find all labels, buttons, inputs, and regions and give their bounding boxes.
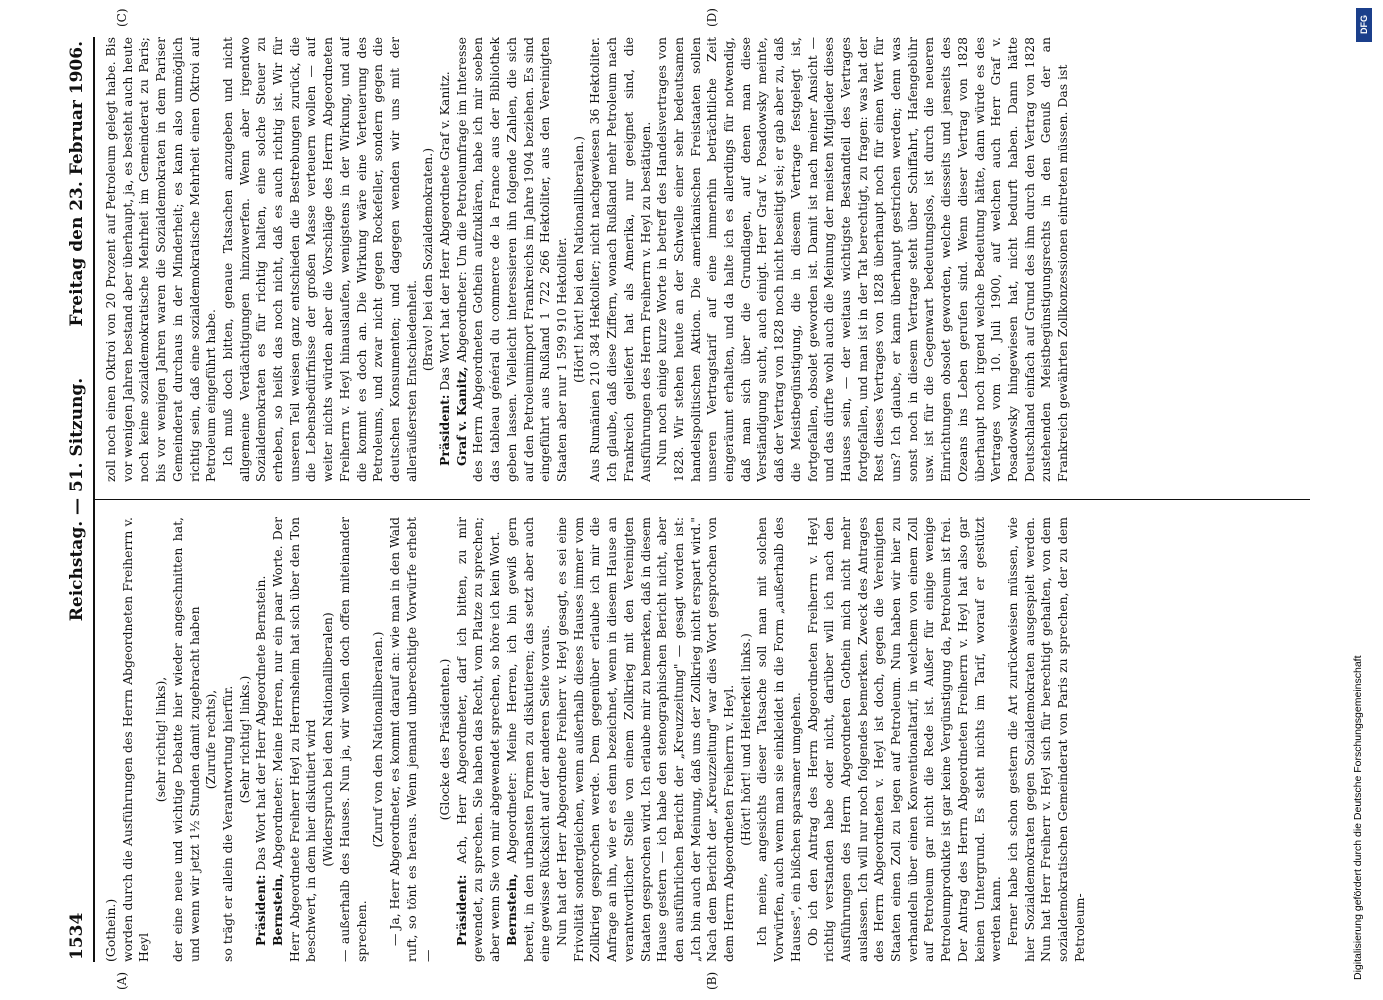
session-date: Freitag den 23. Februar 1906. bbox=[67, 41, 87, 327]
paragraph-text: worden durch die Ausführungen des Herrn Abgeordneten Freiherrn v. Heyl bbox=[119, 517, 152, 962]
paragraph-text: Das Wort hat der Herr Abgeordnete Graf v. Kanitz. bbox=[437, 71, 453, 395]
paragraph bbox=[387, 517, 437, 962]
paragraph bbox=[203, 517, 220, 962]
paragraph-text: so trägt er allein die Verantwortung hierfür. bbox=[219, 685, 235, 962]
speaker-name: Graf v. Kanitz, bbox=[453, 366, 469, 466]
paragraph-text: Ich meine, angesichts dieser Tatsache soll man mit solchen Vorwürfen, auch wenn man sie einkleidet in die Form „außerhalb des Hauses", ein bißchen sparsamer umgehen. bbox=[754, 517, 803, 962]
paragraph bbox=[454, 517, 504, 962]
page-header bbox=[65, 37, 95, 962]
paragraph bbox=[103, 37, 220, 482]
paragraph-text: Ich muß doch bitten, genaue Tatsachen anzugeben und nicht allgemeine Verdächtigungen hinzuwerfen. Wenn aber irgendwo Sozialdemokraten es für richtig halten, eine solche Steuer zu erheben, so heißt das noch nicht, daß es auch richtig ist. Wir für unseren Teil weisen ganz entschieden die Bestrebungen zurück, die die Lebensbedürfnisse der großen Masse verteuern wollen — auf weiter nichts würden aber die Vorschläge des Herrn Abgeordneten Freiherrn v. Heyl hinauslaufen, wenigstens in der Wirkung, und auf die kommt es doch an. Die Wirkung wäre eine Verteuerung des Petroleums, und zwar nicht gegen Rockefeller, sondern gegen die deutschen Konsumenten; und dagegen wenden wir uns mit der alleräußersten Entschiedenheit. bbox=[219, 37, 419, 482]
dfg-logo: DFG bbox=[1356, 8, 1372, 42]
paragraph bbox=[237, 517, 254, 962]
paragraph-text: Ferner habe ich schon gestern die Art zurückweisen müssen, wie hier Sozialdemokraten gegen Sozialdemokraten ausgespielt werden. Nun hat Herr Freiherr v. Heyl sich für berechtigt gehalten, von dem sozialdemokratischen Gemeinderat von Paris zu sprechen, der zu dem Petroleum- bbox=[1004, 517, 1087, 962]
margin-mark-d: (D) bbox=[705, 8, 719, 27]
paragraph-text: zoll noch einen Oktroi von 20 Prozent auf Petroleum gelegt habe. Bis vor wenigen Jahren bestand aber überhaupt, ja, es besteht auch heute noch keine sozialdemokratische Mehrheit im Gemeinderat zu Paris; bis vor wenigen Jahren waren die Sozialdemokraten in dem Pariser Gemeinderat durchaus in der Minderheit; es kann also unmöglich richtig sein, daß eine sozialdemokratische Mehrheit einen Oktroi auf Petroleum eingeführt habe. bbox=[103, 37, 219, 482]
paragraph-text: Abgeordneter: Meine Herren, nur ein paar Worte. Der Herr Abgeordnete Freiherr Heyl zu Herrnsheim hat sich über den Ton beschwert, in dem hier diskutiert wird bbox=[270, 517, 319, 962]
paragraph bbox=[270, 517, 320, 962]
paragraph-text: (Glocke des Präsidenten.) bbox=[437, 658, 453, 821]
paragraph-text: (Hört! hört! bei den Nationalliberalen.) bbox=[570, 135, 586, 384]
paragraph-text: Ob ich den Antrag des Herrn Abgeordneten Freiherrn v. Heyl richtig verstanden habe oder nicht, darüber will ich nach den Ausführungen des Herrn Abgeordneten Gothein mich nicht mehr auslassen. Ich will nur noch folgendes bemerken. Zweck des Antrages des Herrn Abgeordneten v. Heyl ist doch, gegen die Vereinigten Staaten einen Zoll zu legen auf Petroleum. Nun haben wir hier zu verhandeln über einen Konventionaltarif, in welchem von einem Zoll auf Petroleum gar nicht die Rede ist. Außer für einige wenige Petroleumprodukte ist gar keine Vergünstigung da, Petroleum ist frei. Der Antrag des Herrn Abgeordneten Freiherrn v. Heyl hat also gar keinen Untergrund. Es steht nichts im Tarif, worauf er gestützt werden kann. bbox=[804, 517, 1004, 962]
paragraph-text: (Sehr richtig! links.) bbox=[236, 675, 252, 804]
paragraph-text: — Ja, Herr Abgeordneter, es kommt darauf an: wie man in den Wald ruft, so tönt es heraus. Wenn jemand unberechtigte Vorwürfe erhebt — bbox=[386, 517, 436, 962]
paragraph bbox=[103, 517, 120, 962]
page-number: 1534 bbox=[67, 912, 87, 960]
paragraph bbox=[805, 517, 1005, 962]
right-text-column bbox=[103, 37, 1308, 482]
rotated-paper bbox=[65, 8, 1325, 990]
paragraph-text: Ach, Herr Abgeordneter, darf ich bitten, zu mir gewendet, zu sprechen. Sie haben das Recht, vom Platze zu sprechen; aber wenn Sie von mir abgewendet sprechen, so höre ich kein Wort. bbox=[453, 517, 503, 962]
paragraph bbox=[337, 517, 370, 962]
left-text-column bbox=[103, 517, 1308, 962]
margin-mark-b: (B) bbox=[705, 971, 719, 990]
paragraph-text: (Hört! hört! und Heiterkeit links.) bbox=[737, 633, 753, 846]
paragraph bbox=[370, 517, 387, 962]
paragraph-text: (Zurufe rechts), bbox=[203, 689, 219, 790]
speaker-name: Präsident: bbox=[453, 874, 469, 946]
paragraph bbox=[220, 37, 420, 482]
paragraph bbox=[170, 517, 203, 962]
speaker-name: Bernstein, bbox=[503, 873, 519, 946]
margin-mark-c: (C) bbox=[115, 8, 129, 27]
paragraph bbox=[120, 517, 153, 962]
paragraph bbox=[253, 517, 270, 962]
paragraph bbox=[437, 517, 454, 962]
paragraph-text: Das Wort hat der Herr Abgeordnete Bernstein. bbox=[253, 575, 269, 875]
paragraph-text: (Bravo! bei den Sozialdemokraten.) bbox=[420, 147, 436, 372]
paragraph bbox=[504, 517, 554, 962]
paragraph bbox=[153, 517, 170, 962]
paragraph bbox=[454, 37, 571, 482]
paragraph-text: Nun noch einige kurze Worte in betreff des Handelsvertrages von 1828. Wir stehen heute an der Schwelle einer sehr bedeutsamen handelspolitischen Aktion. Die amerikanischen Freistaaten sollen unseren Vertragstarif auf eine immerhin beträchtliche Zeit eingeräumt erhalten, und da halte ich es allerdings für notwendig, daß man sich über die Grundlagen, auf denen man diese Verständigung sucht, auch einigt. Herr Graf v. Posadowsky meinte, daß der Vertrag von 1828 noch nicht beseitigt sei; er gab aber zu, daß die Meistbegünstigung, die in diesem Vertrage festgelegt ist, fortgefallen, obsolet geworden ist. Damit ist nach meiner Ansicht — und das dürfte wohl auch die Meinung der meisten Mitglieder dieses Hauses sein, — der weitaus wichtigste Bestandteil des Vertrages fortgefallen, und man ist in der Tat berechtigt, zu fragen: was hat der Rest dieses Vertrages von 1828 überhaupt noch für einen Wert für uns? Ich glaube, er kann überhaupt gestrichen werden; denn was sonst noch in diesem Vertrage steht über Schiffahrt, Hafengebühr usw. ist für die Gegenwart bedeutungslos, ist durch die neueren Einrichtungen obsolet geworden, welche diesseits und jenseits des Ozeans ins Leben gerufen sind. Wenn dieser Vertrag von 1828 überhaupt noch irgend welche Bedeutung hätte, dann würde es des Vertrages vom 10. Juli 1900, auf welchen auch Herr Graf v. Posadowsky hingewiesen hat, nicht bedurft haben. Dann hätte Deutschland einfach auf Grund des ihm durch den Vertrag von 1828 zustehenden Meistbegünstigungsrechts in den Genuß der an Frankreich gewährten Zollkonzessionen eintreten müssen. Das ist bbox=[654, 37, 1071, 482]
speaker-name: Bernstein, bbox=[270, 873, 286, 946]
paragraph bbox=[437, 37, 454, 482]
paragraph bbox=[571, 37, 588, 482]
paragraph bbox=[654, 37, 1072, 482]
paragraph-text: Nun hat der Herr Abgeordnete Freiherr v. Heyl gesagt, es sei eine Frivolität sondergleichen, wenn außerhalb dieses Hauses immer vom Zollkrieg gesprochen werde. Dem gegenüber erlaube ich mir die Anfrage an ihn, wie er es denn bezeichnet, wenn in diesem Hause an verantwortlicher Stelle von einem Zollkrieg mit den Vereinigten Staaten gesprochen wird. Ich erlaube mir zu bemerken, daß in diesem Hause gestern — ich habe den stenographischen Bericht nicht, aber den ausführlichen Bericht der „Kreuzzeitung" — gesagt worden ist: „Ich bin auch der Meinung, daß uns der Zollkrieg nicht erspart wird." Nach dem Bericht der „Kreuzzeitung" war dies Wort gesprochen von dem Herrn Abgeordneten Freiherrn v. Heyl. bbox=[553, 517, 737, 962]
paragraph-text: Aus Rumänien 210 384 Hektoliter; nicht nachgewiesen 36 Hektoliter. Ich glaube, daß diese Ziffern, wonach Rußland mehr Petroleum nach Frankreich geliefert hat als Amerika, nur geeignet sind, die Ausführungen des Herrn Freiherrn v. Heyl zu bestätigen. bbox=[587, 37, 653, 482]
paragraph-text: (Gothein.) bbox=[103, 898, 118, 962]
margin-mark-a: (A) bbox=[115, 971, 129, 990]
digitization-notice: Digitalisierung gefördert durch die Deutsche Forschungsgemeinschaft bbox=[1352, 655, 1364, 980]
paragraph-text: Abgeordneter: Meine Herren, ich bin gewiß gern bereit, in den urbansten Formen zu diskutieren; das setzt aber auch eine gewisse Rücksicht auf der anderen Seite voraus. bbox=[503, 517, 553, 962]
paragraph-text: (Zuruf von den Nationalliberalen.) bbox=[370, 631, 386, 848]
paragraph bbox=[754, 517, 804, 962]
paragraph-text: — außerhalb des Hauses. Nun ja, wir wollen doch offen miteinander sprechen. bbox=[336, 517, 369, 962]
session-title: Reichstag. — 51. Sitzung. bbox=[67, 377, 87, 622]
paragraph bbox=[587, 37, 654, 482]
paragraph bbox=[1005, 517, 1089, 962]
speaker-name: Präsident: bbox=[253, 874, 269, 946]
paragraph-text: (sehr richtig! links), bbox=[153, 676, 169, 803]
paragraph bbox=[220, 517, 237, 962]
paragraph-text: (Widerspruch bei den Nationalliberalen) bbox=[320, 612, 336, 867]
paragraph bbox=[320, 517, 337, 962]
paragraph-text: Abgeordneter: Um die Petroleumfrage im Interesse des Herrn Abgeordneten Gothein aufzuklären, habe ich mir soeben das tableau général du commerce de la France aus der Bibliothek geben lassen. Vielleicht interessieren ihn folgende Zahlen, die sich auf den Petroleumimport Frankreichs im Jahre 1904 beziehen. Es sind eingeführt aus Rußland 1 722 266 Hektoliter, aus den Vereinigten Staaten aber nur 1 599 910 Hektoliter. bbox=[453, 37, 569, 482]
paragraph bbox=[420, 37, 437, 482]
column-divider bbox=[95, 499, 1310, 500]
speaker-name: Präsident: bbox=[437, 394, 453, 466]
paragraph bbox=[738, 517, 755, 962]
paragraph bbox=[554, 517, 738, 962]
paragraph-text: der eine neue und wichtige Debatte hier wieder angeschnitten hat, und wenn wir jetzt 1½ Stunden damit zugebracht haben bbox=[169, 517, 202, 962]
